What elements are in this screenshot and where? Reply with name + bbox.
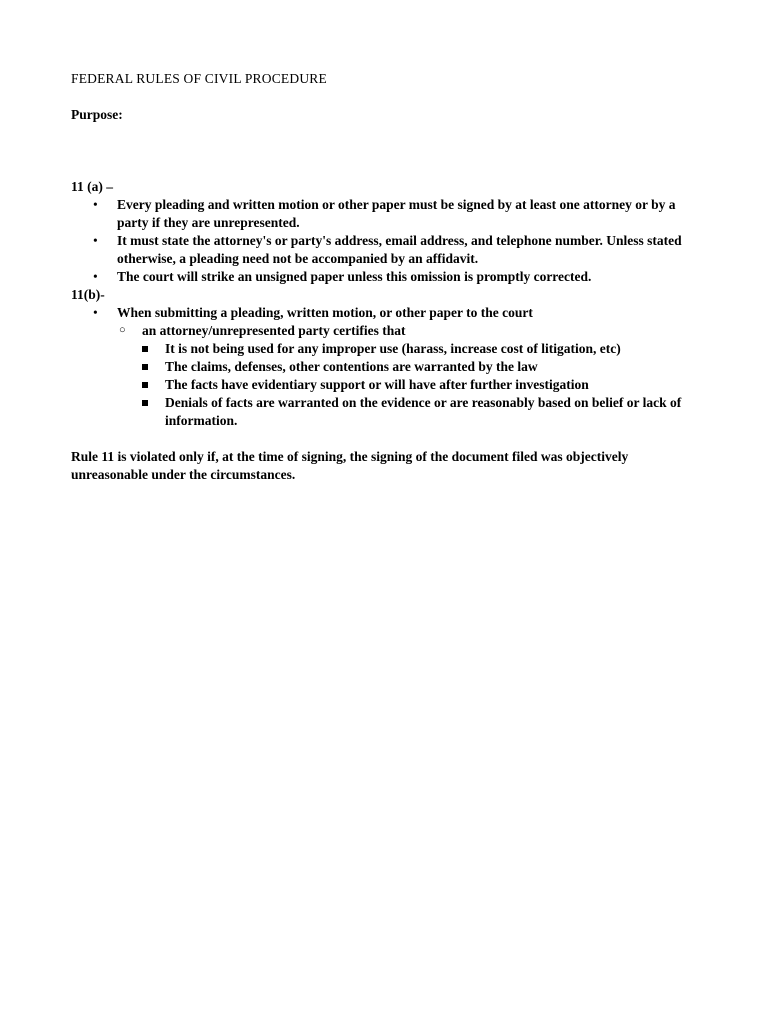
square-bullet-icon: [142, 382, 148, 388]
bullet-icon: •: [93, 269, 98, 284]
square-bullet-icon: [142, 400, 148, 406]
sub-sub-list-item: [142, 340, 701, 358]
bullet-icon: •: [93, 197, 98, 212]
list-item-text: It must state the attorney's or party's address, email address, and telephone number. Unless stated otherwise, a pleading need not be accompanied by an affidavit.: [117, 233, 682, 266]
sub-sub-list-item-text: The facts have evidentiary support or will have after further investigation: [165, 377, 589, 392]
square-bullet-icon: [142, 364, 148, 370]
sub-list: [117, 322, 701, 430]
document-body: [71, 70, 701, 498]
bullet-icon: •: [93, 305, 98, 320]
purpose-label: Purpose:: [71, 107, 123, 122]
sub-sub-list-item: [142, 394, 701, 430]
list-item: [71, 304, 701, 430]
list-item-text: Every pleading and written motion or other paper must be signed by at least one attorney or by a party if they are unrepresented.: [117, 197, 676, 230]
square-bullet-icon: [142, 346, 148, 352]
list-item: [71, 232, 701, 268]
sub-list-item: [117, 322, 701, 430]
section-11b-heading: 11(b)-: [71, 287, 105, 302]
circle-bullet-icon: ○: [119, 324, 126, 336]
list-item-text: When submitting a pleading, written motion, or other paper to the court: [117, 305, 533, 320]
sub-sub-list-item: [142, 376, 701, 394]
sub-sub-list-item-text: It is not being used for any improper use (harass, increase cost of litigation, etc): [165, 341, 621, 356]
bullet-icon: •: [93, 233, 98, 248]
list-item: [71, 196, 701, 232]
closing-paragraph: Rule 11 is violated only if, at the time of signing, the signing of the document filed was objectively unreasonable under the circumstances.: [71, 449, 629, 482]
sub-list-item-text: an attorney/unrepresented party certifies that: [142, 323, 406, 338]
section-11a-list: [71, 196, 701, 286]
purpose-spacer: [71, 124, 701, 178]
section-11b-list: [71, 304, 701, 430]
sub-sub-list-item-text: Denials of facts are warranted on the evidence or are reasonably based on belief or lack of information.: [165, 395, 682, 428]
sub-sub-list-item-text: The claims, defenses, other contentions are warranted by the law: [165, 359, 538, 374]
list-item-text: The court will strike an unsigned paper unless this omission is promptly corrected.: [117, 269, 592, 284]
sub-sub-list: [142, 340, 701, 430]
list-item: [71, 268, 701, 286]
document-title: FEDERAL RULES OF CIVIL PROCEDURE: [71, 71, 327, 86]
section-11a-heading: 11 (a) –: [71, 179, 113, 194]
sub-sub-list-item: [142, 358, 701, 376]
